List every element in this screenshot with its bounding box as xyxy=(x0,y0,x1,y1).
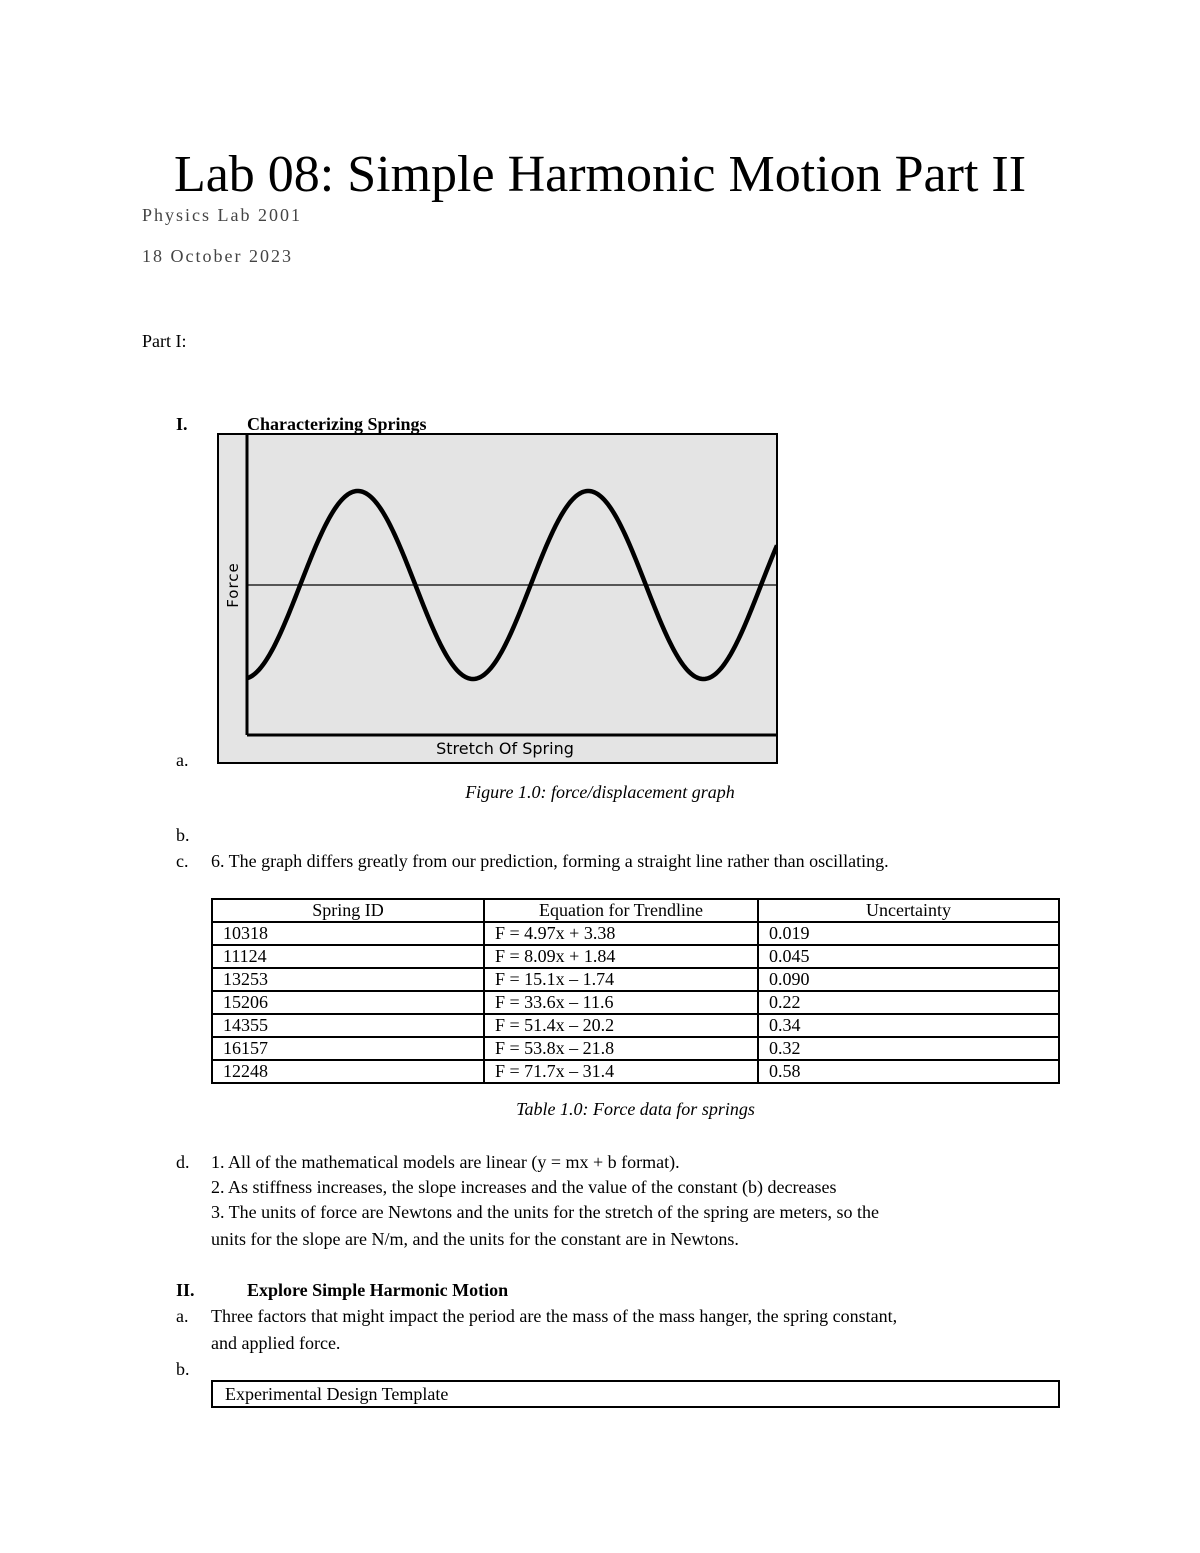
item-a-label: a. xyxy=(176,750,189,770)
table-cell: 0.045 xyxy=(758,945,1059,968)
table-header-cell: Equation for Trendline xyxy=(484,899,758,922)
item-d-line: units for the slope are N/m, and the units for the constant are in Newtons. xyxy=(211,1229,739,1249)
table-row xyxy=(212,1381,1059,1407)
item-d-label: d. xyxy=(176,1152,190,1172)
section2-item-a-line: Three factors that might impact the period are the mass of the mass hanger, the spring constant, xyxy=(211,1306,898,1326)
x-axis-label: Stretch Of Spring xyxy=(436,739,574,758)
item-d-line: 1. All of the mathematical models are linear (y = mx + b format). xyxy=(211,1152,680,1172)
experimental-design-table xyxy=(211,1380,1060,1408)
figure-caption: Figure 1.0: force/displacement graph xyxy=(465,782,735,802)
table-caption: Table 1.0: Force data for springs xyxy=(516,1099,755,1119)
item-d-line: 2. As stiffness increases, the slope increases and the value of the constant (b) decreases xyxy=(211,1177,837,1197)
section2-numeral: II. xyxy=(176,1280,195,1300)
table-cell: 0.019 xyxy=(758,922,1059,945)
table-cell: 0.22 xyxy=(758,991,1059,1014)
table-cell: F = 15.1x – 1.74 xyxy=(484,968,758,991)
table-cell: F = 4.97x + 3.38 xyxy=(484,922,758,945)
table-header-row xyxy=(212,899,1059,922)
table-row xyxy=(212,968,1059,991)
force-data-table xyxy=(211,898,1060,1084)
item-d-line: 3. The units of force are Newtons and the units for the stretch of the spring are meters, so the xyxy=(211,1202,879,1222)
document-title: Lab 08: Simple Harmonic Motion Part II xyxy=(173,146,1027,203)
table-cell: 10318 xyxy=(212,922,484,945)
section1-numeral: I. xyxy=(176,414,188,434)
table-header-cell: Spring ID xyxy=(212,899,484,922)
item-c-text: 6. The graph differs greatly from our prediction, forming a straight line rather than oscillating. xyxy=(211,851,889,871)
table-row xyxy=(212,1037,1059,1060)
table-cell: 15206 xyxy=(212,991,484,1014)
section2-item-b-label: b. xyxy=(176,1359,190,1379)
table-cell: 0.34 xyxy=(758,1014,1059,1037)
document-date: 18 October 2023 xyxy=(142,246,293,266)
section2-item-a-line: and applied force. xyxy=(211,1333,341,1353)
section2-heading: Explore Simple Harmonic Motion xyxy=(247,1280,509,1300)
chart-frame xyxy=(218,434,777,763)
course-name: Physics Lab 2001 xyxy=(142,205,302,225)
table-cell: 16157 xyxy=(212,1037,484,1060)
table-row xyxy=(212,991,1059,1014)
table-cell: F = 53.8x – 21.8 xyxy=(484,1037,758,1060)
table-cell: F = 8.09x + 1.84 xyxy=(484,945,758,968)
table-cell: F = 71.7x – 31.4 xyxy=(484,1060,758,1083)
section2-item-a-label: a. xyxy=(176,1306,189,1326)
table-row xyxy=(212,1014,1059,1037)
table-cell: F = 51.4x – 20.2 xyxy=(484,1014,758,1037)
table-cell: F = 33.6x – 11.6 xyxy=(484,991,758,1014)
table-cell: 0.32 xyxy=(758,1037,1059,1060)
table-cell: 13253 xyxy=(212,968,484,991)
table-row xyxy=(212,945,1059,968)
section1-heading: Characterizing Springs xyxy=(247,414,427,434)
template-title-cell: Experimental Design Template xyxy=(212,1381,1059,1407)
table-cell: 11124 xyxy=(212,945,484,968)
chart-svg xyxy=(217,433,778,764)
y-axis-label: Force xyxy=(224,562,242,608)
table-cell: 0.58 xyxy=(758,1060,1059,1083)
table-cell: 0.090 xyxy=(758,968,1059,991)
part-label: Part I: xyxy=(142,331,187,351)
table-header-cell: Uncertainty xyxy=(758,899,1059,922)
table-cell: 12248 xyxy=(212,1060,484,1083)
item-c-label: c. xyxy=(176,851,189,871)
item-b-label: b. xyxy=(176,825,190,845)
force-displacement-chart xyxy=(217,433,778,764)
table-cell: 14355 xyxy=(212,1014,484,1037)
table-row xyxy=(212,922,1059,945)
table-row xyxy=(212,1060,1059,1083)
